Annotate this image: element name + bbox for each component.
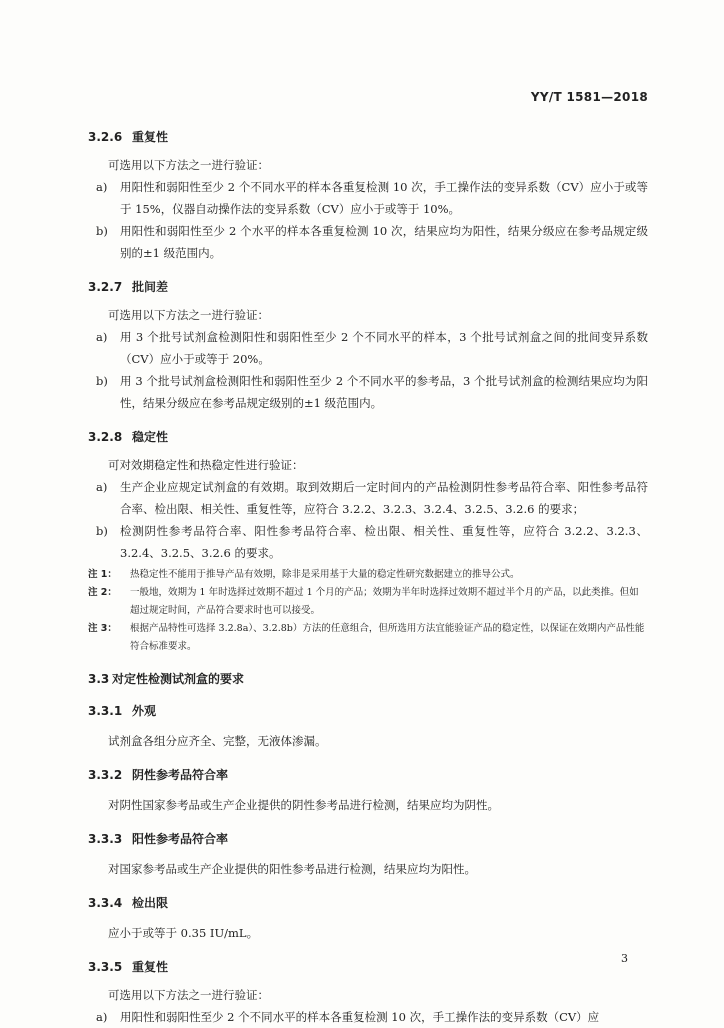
note-2 xyxy=(88,584,648,620)
note-label: 注 1： xyxy=(88,569,117,580)
item-label: a) xyxy=(96,330,108,344)
item-label: a) xyxy=(96,1010,108,1024)
heading-title: 对定性检测试剂盒的要求 xyxy=(112,672,245,686)
list-item-3-2-7-b xyxy=(88,370,648,414)
heading-title: 阳性参考品符合率 xyxy=(132,832,229,846)
item-text: 用 3 个批号试剂盒检测阳性和弱阳性至少 2 个不同水平的样本，3 个批号试剂盒之间的批间变异系数（CV）应小于或等于 20%。 xyxy=(120,330,648,366)
list-item-3-2-8-b xyxy=(88,520,648,564)
note-label: 注 2： xyxy=(88,587,117,598)
heading-3-2-6 xyxy=(88,128,648,146)
list-item-3-2-8-a xyxy=(88,476,648,520)
heading-title: 重复性 xyxy=(132,130,169,144)
heading-number: 3.3.3 xyxy=(88,832,123,846)
intro-3-2-7: 可选用以下方法之一进行验证： xyxy=(108,308,269,322)
heading-title: 重复性 xyxy=(132,960,169,974)
heading-3-3-3 xyxy=(88,830,648,848)
list-item-3-3-5-a xyxy=(88,1006,648,1028)
item-text: 用阳性和弱阳性至少 2 个不同水平的样本各重复检测 10 次，手工操作法的变异系数（CV）应小于或等于 15%，仪器自动操作法的变异系数（CV）应小于或等于 10%。 xyxy=(120,180,648,216)
item-label: a) xyxy=(96,480,108,494)
heading-title: 稳定性 xyxy=(132,430,169,444)
heading-3-3-4 xyxy=(88,894,648,912)
heading-number: 3.2.8 xyxy=(88,430,123,444)
heading-number: 3.2.7 xyxy=(88,280,123,294)
note-1 xyxy=(88,566,648,584)
item-label: b) xyxy=(96,524,108,538)
note-text: 热稳定性不能用于推导产品有效期，除非是采用基于大量的稳定性研究数据建立的推导公式。 xyxy=(130,569,520,580)
item-text: 用阳性和弱阳性至少 2 个不同水平的样本各重复检测 10 次，手工操作法的变异系数（CV）应 xyxy=(120,1010,600,1024)
heading-number: 3.3 xyxy=(88,672,110,686)
intro-3-2-6: 可选用以下方法之一进行验证： xyxy=(108,158,269,172)
item-label: a) xyxy=(96,180,108,194)
intro-3-2-8: 可对效期稳定性和热稳定性进行验证： xyxy=(108,458,304,472)
note-text: 根据产品特性可选择 3.2.8a）、3.2.8b）方法的任意组合，但所选用方法宜能验证产品的稳定性，以保证在效期内产品性能符合标准要求。 xyxy=(130,623,645,652)
heading-title: 外观 xyxy=(132,704,157,718)
text-3-3-4: 应小于或等于 0.35 IU/mL。 xyxy=(108,926,259,940)
text-3-3-1: 试剂盒各组分应齐全、完整，无液体渗漏。 xyxy=(108,734,327,748)
standard-code: YY/T 1581—2018 xyxy=(530,90,648,104)
item-text: 用 3 个批号试剂盒检测阳性和弱阳性至少 2 个不同水平的参考品，3 个批号试剂盒的检测结果应均为阳性，结果分级应在参考品规定级别的±1 级范围内。 xyxy=(120,374,648,410)
heading-number: 3.3.4 xyxy=(88,896,123,910)
heading-number: 3.3.5 xyxy=(88,960,123,974)
heading-3-3-1 xyxy=(88,702,648,720)
item-text: 生产企业应规定试剂盒的有效期。取到效期后一定时间内的产品检测阴性参考品符合率、阳性参考品符合率、检出限、相关性、重复性等，应符合 3.2.2、3.2.3、3.2.4、3.2.5、3.2.6 的要求； xyxy=(120,480,648,516)
list-item-3-2-6-b xyxy=(88,220,648,264)
intro-3-3-5: 可选用以下方法之一进行验证： xyxy=(108,988,269,1002)
heading-3-3-5 xyxy=(88,958,648,976)
text-3-3-2: 对阴性国家参考品或生产企业提供的阴性参考品进行检测，结果应均为阴性。 xyxy=(108,798,499,812)
heading-number: 3.2.6 xyxy=(88,130,123,144)
heading-title: 阴性参考品符合率 xyxy=(132,768,229,782)
item-label: b) xyxy=(96,374,108,388)
heading-3-2-7 xyxy=(88,278,648,296)
heading-title: 批间差 xyxy=(132,280,169,294)
item-label: b) xyxy=(96,224,108,238)
text-3-3-3: 对国家参考品或生产企业提供的阳性参考品进行检测，结果应均为阳性。 xyxy=(108,862,476,876)
list-item-3-2-6-a xyxy=(88,176,648,220)
item-text: 用阳性和弱阳性至少 2 个水平的样本各重复检测 10 次，结果应均为阳性，结果分级应在参考品规定级别的±1 级范围内。 xyxy=(120,224,648,260)
item-text: 检测阴性参考品符合率、阳性参考品符合率、检出限、相关性、重复性等，应符合 3.2.2、3.2.3、3.2.4、3.2.5、3.2.6 的要求。 xyxy=(120,524,648,560)
note-text: 一般地，效期为 1 年时选择过效期不超过 1 个月的产品；效期为半年时选择过效期不超过半个月的产品，以此类推。但如超过规定时间，产品符合要求时也可以接受。 xyxy=(130,587,639,616)
heading-3-3-2 xyxy=(88,766,648,784)
heading-3-2-8 xyxy=(88,428,648,446)
list-item-3-2-7-a xyxy=(88,326,648,370)
page-number: 3 xyxy=(621,952,628,965)
note-label: 注 3： xyxy=(88,623,117,634)
heading-number: 3.3.1 xyxy=(88,704,123,718)
heading-3-3 xyxy=(88,670,648,688)
heading-title: 检出限 xyxy=(132,896,169,910)
note-3 xyxy=(88,620,648,656)
document-body xyxy=(88,128,648,1028)
heading-number: 3.3.2 xyxy=(88,768,123,782)
